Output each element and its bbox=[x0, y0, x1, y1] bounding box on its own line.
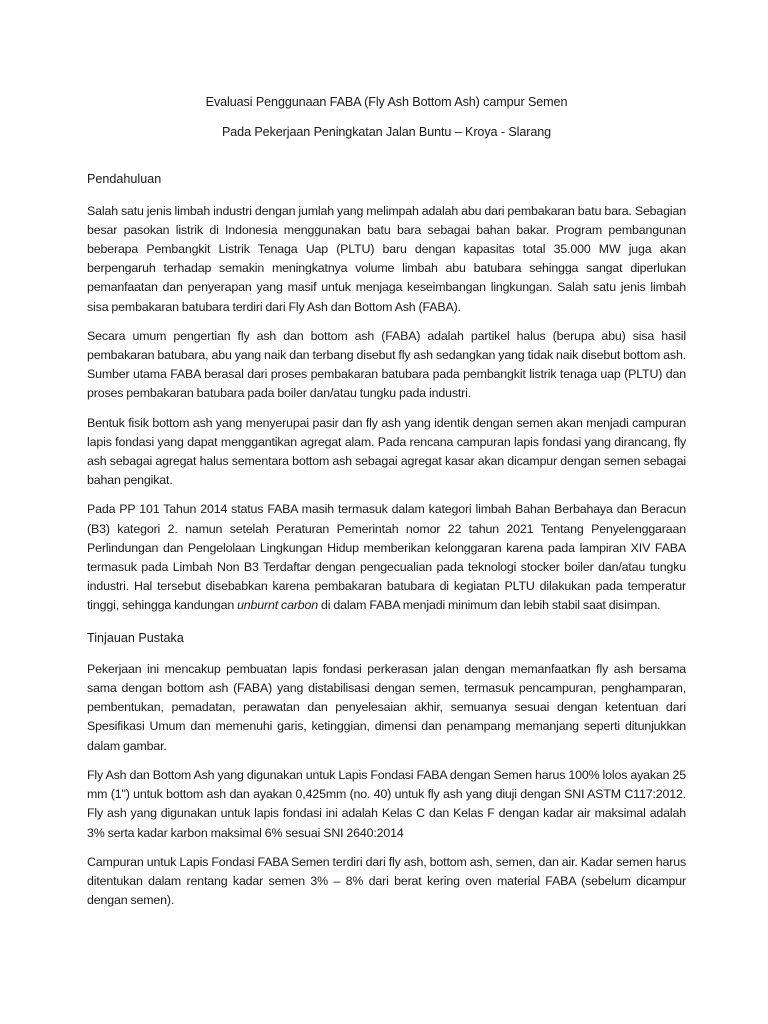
document-subtitle: Pada Pekerjaan Peningkatan Jalan Buntu – Kroya - Slarang bbox=[221, 125, 552, 140]
paragraph bbox=[87, 500, 686, 615]
paragraph: Campuran untuk Lapis Fondasi FABA Semen terdiri dari fly ash, bottom ash, semen, dan air. Kadar semen harus ditentukan dalam rentang kadar semen 3% – 8% dari berat kering oven material FABA (sebelum dicampur dengan semen). bbox=[87, 854, 686, 908]
document-content bbox=[87, 93, 686, 910]
paragraph: Bentuk fisik bottom ash yang menyerupai pasir dan fly ash yang identik dengan semen akan menjadi campuran lapis fondasi yang dapat menggantikan agregat alam. Pada rencana campuran lapis fondasi yang dirancang, fly ash sebagai agregat halus sementara bottom ash sebagai agregat kasar akan dicampur dengan semen sebagai bahan pengikat. bbox=[87, 415, 686, 488]
paragraph: Secara umum pengertian fly ash dan bottom ash (FABA) adalah partikel halus (berupa abu) sisa hasil pembakaran batubara, abu yang naik dan terbang disebut fly ash sedangkan yang tidak naik disebut bottom ash. Sumber utama FABA berasal dari proses pembakaran batubara pada pembangkit listrik tenaga uap (PLTU) dan proses pembakaran batubara pada boiler dan/atau tungku pada industri. bbox=[87, 328, 686, 401]
paragraph-text: Pada PP 101 Tahun 2014 status FABA masih termasuk dalam kategori limbah Bahan Berbahaya dan Beracun (B3) kategori 2. namun setelah Peraturan Pemerintah nomor 22 tahun 2021 Tentang Penyelenggaraan Perlindungan dan Pengelolaan Lingkungan Hidup memberikan kelonggaran karena pada lampiran XIV FABA termasuk pada Limbah Non B3 Terdaftar dengan pengecualian pada teknologi stocker boiler dan/atau tungku industri. Hal tersebut disebabkan karena pembakaran batubara di kegiatan PLTU dilakukan pada temperatur tinggi, sehingga kandungan bbox=[87, 502, 686, 613]
section-heading-tinjauan-pustaka: Tinjauan Pustaka bbox=[87, 630, 184, 645]
section-heading-pendahuluan: Pendahuluan bbox=[87, 172, 162, 187]
paragraph: Fly Ash dan Bottom Ash yang digunakan untuk Lapis Fondasi FABA dengan Semen harus 100% lolos ayakan 25 mm (1") untuk bottom ash dan ayakan 0,425mm (no. 40) untuk fly ash yang diuji dengan SNI ASTM C117:2012. Fly ash yang digunakan untuk lapis fondasi ini adalah Kelas C dan Kelas F dengan kadar air maksimal adalah 3% serta kadar karbon maksimal 6% sesuai SNI 2640:2014 bbox=[87, 767, 686, 840]
italic-term: unburnt carbon bbox=[237, 598, 319, 613]
paragraph-text: di dalam FABA menjadi minimum dan lebih stabil saat disimpan. bbox=[318, 598, 661, 613]
paragraph: Salah satu jenis limbah industri dengan jumlah yang melimpah adalah abu dari pembakaran batu bara. Sebagian besar pasokan listrik di Indonesia menggunakan batu bara sebagai bahan bakar. Program pembangunan beberapa Pembangkit Listrik Tenaga Uap (PLTU) baru dengan kapasitas total 35.000 MW juga akan berpengaruh terhadap semakin meningkatnya volume limbah abu batubara sehingga sangat diperlukan pemanfaatan dan penyerapan yang masif untuk menjaga keseimbangan lingkungan. Salah satu jenis limbah sisa pembakaran batubara terdiri dari Fly Ash dan Bottom Ash (FABA). bbox=[87, 203, 686, 314]
paragraph: Pekerjaan ini mencakup pembuatan lapis fondasi perkerasan jalan dengan memanfaatkan fly ash bersama sama dengan bottom ash (FABA) yang distabilisasi dengan semen, termasuk pencampuran, penghamparan, pembentukan, pemadatan, perawatan dan penyelesaian akhir, semuanya sesuai dengan ketentuan dari Spesifikasi Umum dan memenuhi garis, ketinggian, dimensi dan penampang memanjang seperti ditunjukkan dalam gambar. bbox=[87, 661, 686, 753]
document-title: Evaluasi Penggunaan FABA (Fly Ash Bottom Ash) campur Semen bbox=[205, 95, 568, 109]
